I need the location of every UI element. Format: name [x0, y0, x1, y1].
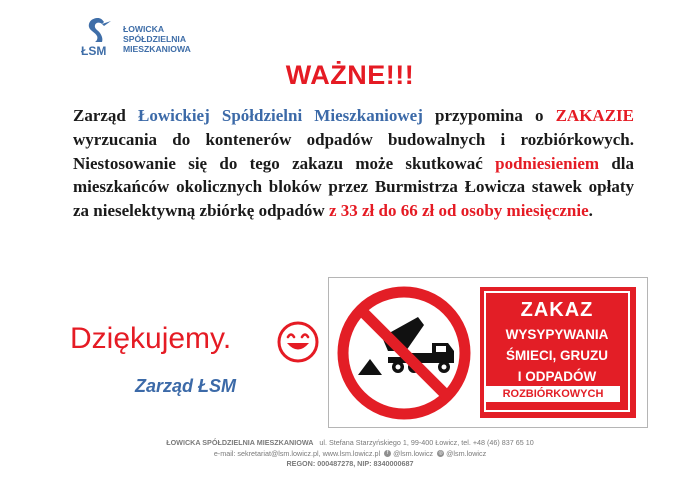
- logo-line-2: SPÓŁDZIELNIA: [123, 34, 187, 44]
- footer-address: ul. Stefana Starzyńskiego 1, 99-400 Łowicz, tel. +48 (46) 837 65 10: [319, 438, 534, 447]
- instagram-icon: ◎: [438, 450, 443, 457]
- logo-abbreviation: ŁSM: [81, 44, 107, 58]
- email-link[interactable]: sekretariat@lsm.lowicz.pl: [237, 448, 319, 458]
- text-part-3: wyrzucania do kontenerów odpadów budowalnych i rozbiórkowych. Niestosowanie się do tego zakazu może skutkować: [73, 129, 634, 173]
- text-part-5: .: [588, 201, 593, 221]
- lsm-logo: [78, 14, 238, 60]
- increase-word: podniesieniem: [495, 153, 600, 173]
- text-part-1: Zarząd: [73, 106, 138, 125]
- signature: Zarząd ŁSM: [135, 376, 237, 396]
- organization-name: Łowickiej Spółdzielni Mieszkaniowej: [138, 106, 423, 125]
- logo-line-3: MIESZKANIOWA: [123, 44, 191, 54]
- footer-line-2: e-mail: sekretariat@lsm.lowicz.pl, www.lsm.lowicz.pl f @lsm.lowicz ◎ @lsm.lowicz: [213, 448, 487, 458]
- facebook-link[interactable]: @lsm.lowicz: [393, 448, 434, 458]
- facebook-icon: f: [384, 450, 391, 457]
- smiley-icon: [276, 320, 320, 364]
- fee-amount: z 33 zł do 66 zł od osoby miesięcznie: [328, 201, 589, 221]
- sign-line-1: WYSYPYWANIA: [505, 327, 609, 342]
- text-part-4: dla mieszkańców okolicznych bloków przez Burmistrza Łowicza stawek opłaty za nieselektywną zbiórkę odpadów: [73, 153, 634, 221]
- website-link[interactable]: www.lsm.lowicz.pl: [322, 448, 381, 458]
- sign-line-2: ŚMIECI, GRUZU: [505, 348, 608, 363]
- footer-regon: REGON: 000487278, NIP: 8340000687: [286, 459, 414, 468]
- sign-title: ZAKAZ: [520, 299, 594, 321]
- email-label: e-mail:: [213, 448, 236, 458]
- sign-label-box: ROZBIÓRKOWYCH: [486, 386, 620, 402]
- logo-line-1: ŁOWICKA: [123, 24, 165, 34]
- footer: [0, 438, 700, 470]
- sign-text-panel: [480, 287, 636, 418]
- logo-text: [123, 24, 243, 54]
- ban-word: ZAKAZIE: [555, 106, 634, 125]
- footer-line-3: [0, 459, 700, 470]
- text-part-2: przypomina o: [422, 106, 556, 125]
- thank-you-text: Dziękujemy.: [70, 322, 232, 355]
- announcement-text: [73, 104, 634, 223]
- footer-org-name: ŁOWICKA SPÓŁDZIELNIA MIESZKANIOWA: [166, 438, 314, 447]
- footer-line-1: [0, 438, 700, 449]
- page-title: WAŻNE!!!: [285, 60, 415, 90]
- instagram-link[interactable]: @lsm.lowicz: [446, 448, 487, 458]
- sign-line-3: I ODPADÓW: [517, 369, 597, 384]
- no-dumping-truck-icon: [336, 285, 472, 421]
